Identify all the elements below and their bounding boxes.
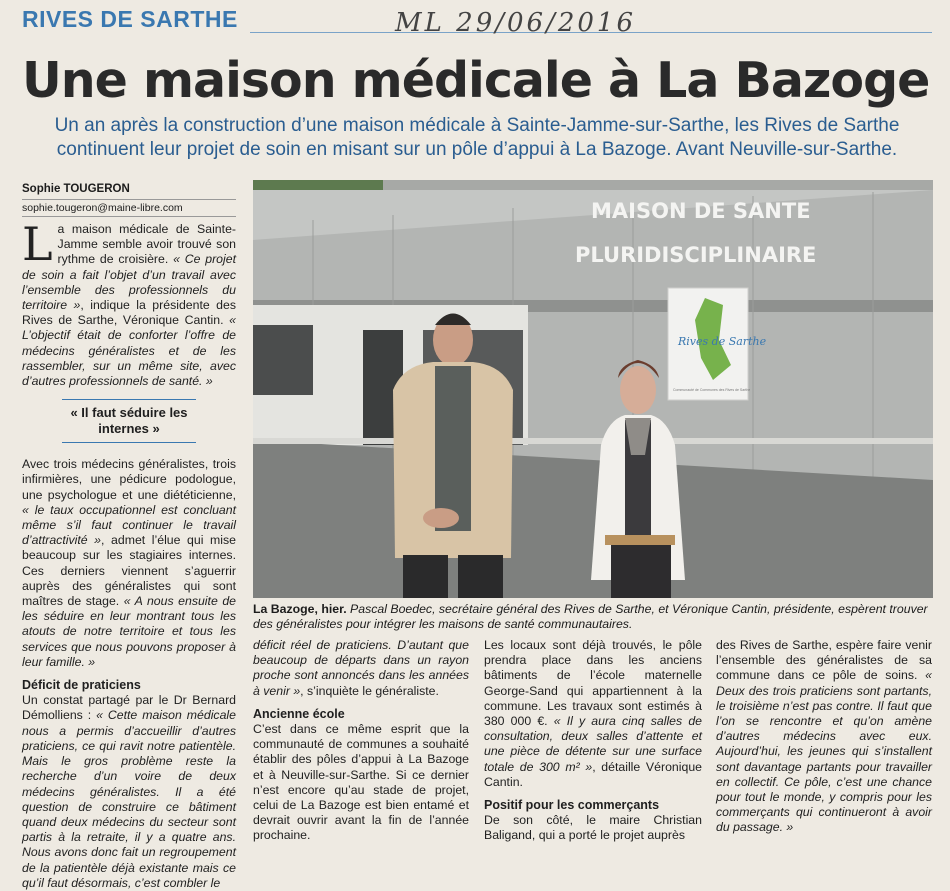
- paragraph-text: C’est dans ce même esprit que la communauté de communes a souhaité établir des pôles d’appui à La Bazoge et à Neuville-sur-Sarthe. Si ce dernier n’est encore qu’au stade de projet, celui de La Bazoge est bien entamé et devrait ouvrir avant la fin de l’année prochaine.: [253, 722, 469, 843]
- paragraph-text: , s’inquiète le généraliste.: [300, 683, 439, 698]
- paragraph-text: De son côté, le maire Christian Baligand, qui a porté le projet auprès: [484, 813, 702, 843]
- caption-text: Pascal Boedec, secrétaire général des Rives de Sarthe, et Véronique Cantin, présidente, espèrent trouver des généralistes pour intégrer les maisons de santé communautaires.: [253, 602, 928, 631]
- caption-lead: La Bazoge, hier.: [253, 602, 347, 616]
- article-lead: Un an après la construction d’une maison médicale à Sainte-Jamme-sur-Sarthe, les Rives de Sarthe continuent leur projet de soin en misant sur un pôle d’appui à La Bazoge. Avant Neuville-sur-Sarthe.: [54, 115, 900, 160]
- dropcap: L: [22, 217, 53, 271]
- article-column-1: [22, 217, 236, 891]
- quote-text: « Cette maison médicale nous a permis d’accueillir d’autres praticiens, ce qui ravit notre patientèle. Mais le gros problème reste la recherche d’un voire de deux médecins généralistes. Il a été question de construire ce bâtiment quand deux médecins du secteur sont partis à la retraite, il y a quatre ans. Nous avons donc fait un regroupement de la patientèle déjà existante mais ce qu’il faut désormais, c’est combler le: [22, 708, 236, 890]
- photo-illustration: [253, 180, 933, 598]
- byline-divider: [22, 199, 236, 200]
- subheading: Ancienne école: [253, 706, 345, 721]
- quote-text: « Deux des trois praticiens sont partants, le troisième n’est pas contre. Il faut que l’on se rencontre et qu’on amène d’autres médecins avec eux. Aujourd’hui, les jeunes qui s’installent sont davantage partants pour travailler en collectif. Ce pôle, c’est une chance pour tout le monde, y compris pour les commerçants qui continueront à avoir du passage. »: [716, 668, 932, 835]
- quote-text: « L’objectif était de conforter l’offre de médecins généralistes et de les rassembler, sur un même site, avec d’autres professionnels de santé. »: [22, 313, 236, 389]
- article-photo: [253, 180, 933, 598]
- quote-text: déficit réel de praticiens. D’autant que beaucoup de départs dans un rayon proche sont annoncés dans les années à venir »: [253, 638, 469, 698]
- sign-line-2: PLURIDISCIPLINAIRE: [575, 243, 817, 267]
- handwritten-annotation: ML 29/06/2016: [395, 8, 637, 38]
- byline-email[interactable]: sophie.tougeron@maine-libre.com: [22, 202, 183, 214]
- paragraph-text: Un constat partagé par le Dr Bernard Démolliens :: [22, 693, 236, 723]
- subheading: Positif pour les commerçants: [484, 798, 660, 813]
- section-label: RIVES DE SARTHE: [22, 6, 238, 32]
- article-column-3: [484, 638, 702, 844]
- pull-quote: « Il faut séduire les internes »: [62, 399, 196, 443]
- quote-text: « A nous ensuite de les séduire en leur montrant tous les atouts de notre territoire et tous les services que nous pouvons proposer à leur famille. »: [22, 594, 236, 669]
- paragraph-text: a maison médicale de Sainte-Jamme semble avoir trouvé son rythme de croisière.: [57, 222, 236, 267]
- article-column-4: [716, 638, 932, 836]
- article-column-2: [253, 638, 469, 844]
- quote-text: « Ce projet de soin a fait l’objet d’un travail avec l’ensemble des professionnels du territoire »: [22, 252, 236, 313]
- paragraph-text: Avec trois médecins généralistes, trois infirmières, une pédicure podologue, une psychologue et une diététicienne,: [22, 457, 236, 502]
- byline-divider: [22, 216, 236, 217]
- quote-text: « le taux occupationnel est concluant même s’il faut continuer le travail d’attractivité »: [22, 502, 236, 548]
- paragraph-text: , admet l’élue qui mise beaucoup sur les stagiaires internes. Ces derniers viennent s’aguerrir auprès des généralistes qui sont maîtres de stage.: [22, 533, 236, 609]
- photo-caption: [253, 602, 933, 632]
- paragraph-text: , détaille Véronique Cantin.: [484, 759, 702, 789]
- paragraph-text: des Rives de Sarthe, espère faire venir l’ensemble des généralistes de sa commune dans ce pôle de soins.: [716, 638, 932, 683]
- paragraph-text: Les locaux sont déjà trouvés, le pôle prendra place dans les anciens bâtiments de l’école maternelle George-Sand qui appartiennent à la commune. Les travaux sont estimés à 380 000 €.: [484, 638, 702, 729]
- subheading: Déficit de praticiens: [22, 678, 141, 693]
- logo-subtext: Communauté de Communes des Rives de Sarthe: [673, 388, 751, 392]
- article-headline: Une maison médicale à La Bazoge: [22, 52, 930, 109]
- sign-line-1: MAISON DE SANTE: [591, 199, 811, 223]
- logo-text: Rives de Sarthe: [678, 335, 767, 348]
- paragraph-text: , indique la présidente des Rives de Sarthe, Véronique Cantin.: [22, 298, 236, 328]
- quote-text: « Il y aura cinq salles de consultation, deux salles d’attente et une pièce de détente sur une surface totale de 300 m² »: [484, 714, 702, 774]
- byline-author: Sophie TOUGERON: [22, 183, 130, 195]
